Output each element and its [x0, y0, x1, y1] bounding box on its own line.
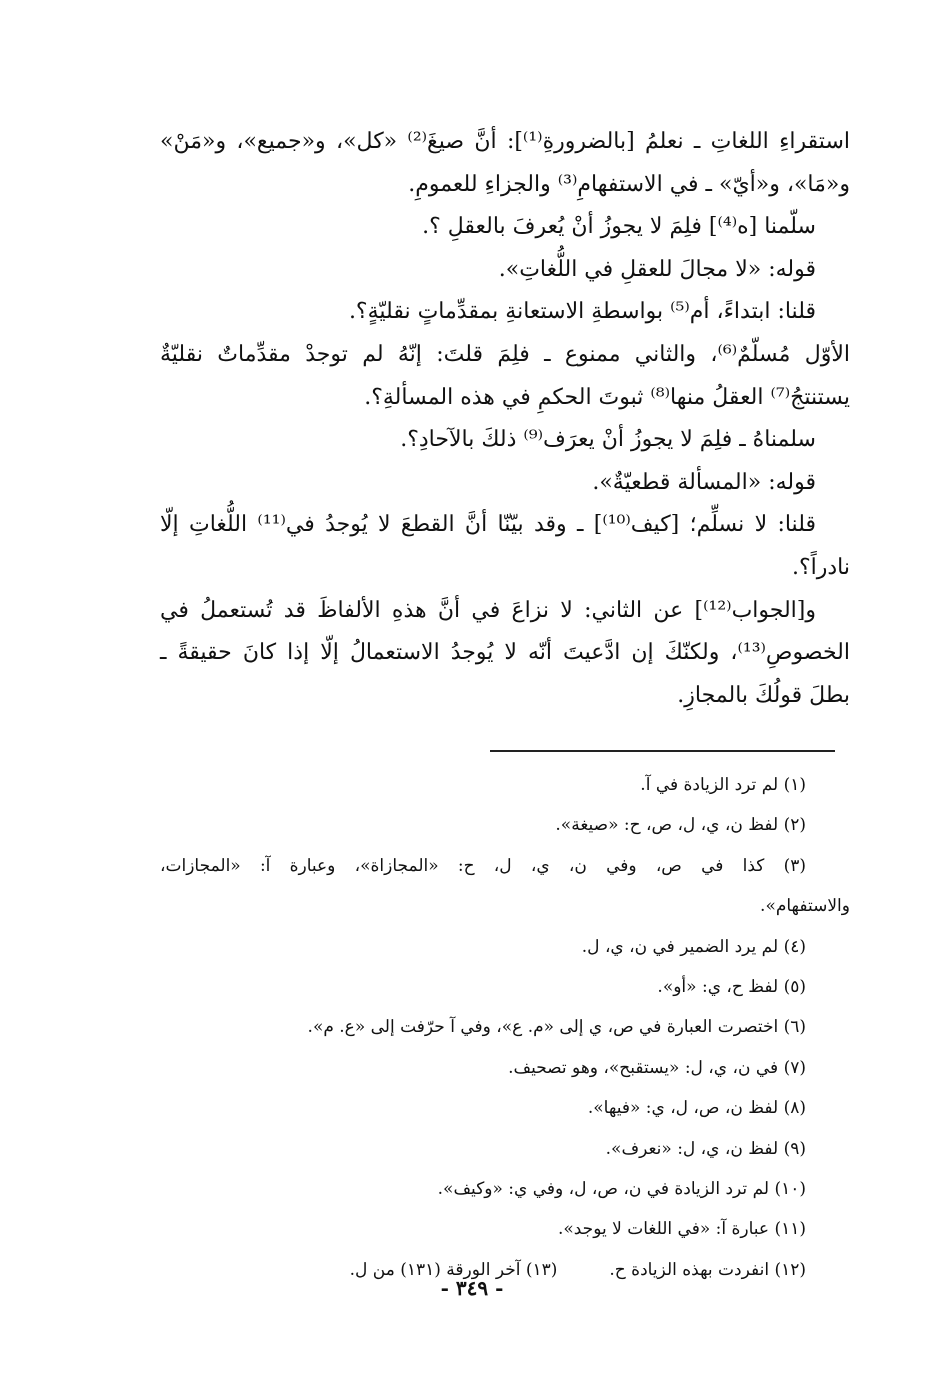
footnote-4: (٤) لم يرد الضمير في ن، ي، ل. [581, 936, 806, 957]
footnote-8: (٨) لفظ ن، ص، ل، ي: «فيها». [587, 1098, 806, 1119]
footnote-3-continuation: والاستفهام». [760, 896, 850, 917]
main-line-7: يستنتجُ⁽⁷⁾ العقلُ منها⁽⁸⁾ ثبوتَ الحكمِ في هذه المسألةِ؟. [364, 384, 850, 410]
footnote-11: (١١) عبارة آ: «في اللغات لا يوجد». [557, 1219, 806, 1240]
main-line-3: سلّمنا [ه⁽⁴⁾] فلِمَ لا يجوزُ أنْ يُعرفَ بالعقلِ ؟. [422, 214, 816, 240]
footnote-7: (٧) في ن، ي، ل: «يستقبح»، وهو تصحيف. [508, 1057, 806, 1078]
page-number: - ٣٤٩ - [440, 1276, 504, 1300]
footnote-9: (٩) لفظ ن، ي، ل: «نعرف». [605, 1138, 806, 1159]
footnote-divider [490, 750, 835, 752]
main-line-14: بطلَ قولُكَ بالمجازِ. [677, 682, 850, 708]
footnotes-section [160, 770, 850, 1295]
footnote-6: (٦) اختصرت العبارة في ص، ي إلى «م. ع»، وفي آ حرّفت إلى «ع. م». [307, 1017, 806, 1038]
main-line-9: قوله: «المسألة قطعيّةٌ». [592, 469, 816, 495]
main-line-4: قوله: «لا مجالَ للعقلِ في اللُّغاتِ». [498, 256, 816, 282]
main-line-13: الخصوصِ⁽¹³⁾، ولكنّكَ إن ادَّعيتَ أنّه لا يُوجدُ الاستعمالُ إلّا إذا كانَ حقيقةً ـ [160, 640, 850, 666]
footnote-13: (١٣) آخر الورقة (١٣١) من ل. [349, 1259, 558, 1280]
main-line-5: قلنا: ابتداءً، أم⁽⁵⁾ بواسطةِ الاستعانةِ بمقدِّماتٍ نقليّةٍ؟. [348, 299, 816, 325]
footnote-2: (٢) لفظ ن، ي، ل، ص، ح: «صيغة». [555, 815, 806, 836]
main-line-8: سلمناهُ ـ فلِمَ لا يجوزُ أنْ يعرَف⁽⁹⁾ ذلكَ بالآحادِ؟. [400, 427, 816, 453]
main-line-11: نادراً؟. [791, 554, 850, 580]
footnote-3: (٣) كذا في ص، وفي ن، ي، ل، ح: «المجازاة»، وعبارة آ: «المجازات، [160, 855, 806, 876]
main-line-12: و[الجواب⁽¹²⁾] عن الثاني: لا نزاعَ في أنَّ هذهِ الألفاظَ قد تُستعملُ في [160, 597, 816, 623]
main-line-2: و«مَا»، و«أيّ» ـ في الاستفهامِ⁽³⁾ والجزاءِ للعمومِ. [408, 171, 850, 197]
main-line-1: استقراءِ اللغاتِ ـ نعلمُ [بالضرورةِ⁽¹⁾]: أنَّ صيغَ⁽²⁾ «كل»، و«جميع»، و«مَنْ» [160, 129, 850, 154]
footnote-10: (١٠) لم ترد الزيادة في ن، ص، ل، وفي ي: «وكيف». [437, 1178, 806, 1199]
main-text-body [160, 124, 850, 720]
main-line-10: قلنا: لا نسلِّم؛ [كيف⁽¹⁰⁾] ـ وقد بيّنّا أنَّ القطعَ لا يُوجدُ في⁽¹¹⁾ اللُّغاتِ إلّا [160, 512, 816, 538]
footnote-1: (١) لم ترد الزيادة في آ. [640, 775, 806, 795]
footnote-5: (٥) لفظ ح، ي: «أو». [657, 976, 806, 997]
main-line-6: الأوّل مُسلّمٌ⁽⁶⁾، والثاني ممنوع ـ فلِمَ قلتَ: إنّهُ لم توجدْ مقدِّماتٌ نقليّةٌ [160, 341, 851, 367]
footnote-12: (١٢) انفردت بهذه الزيادة ح. [609, 1259, 806, 1280]
